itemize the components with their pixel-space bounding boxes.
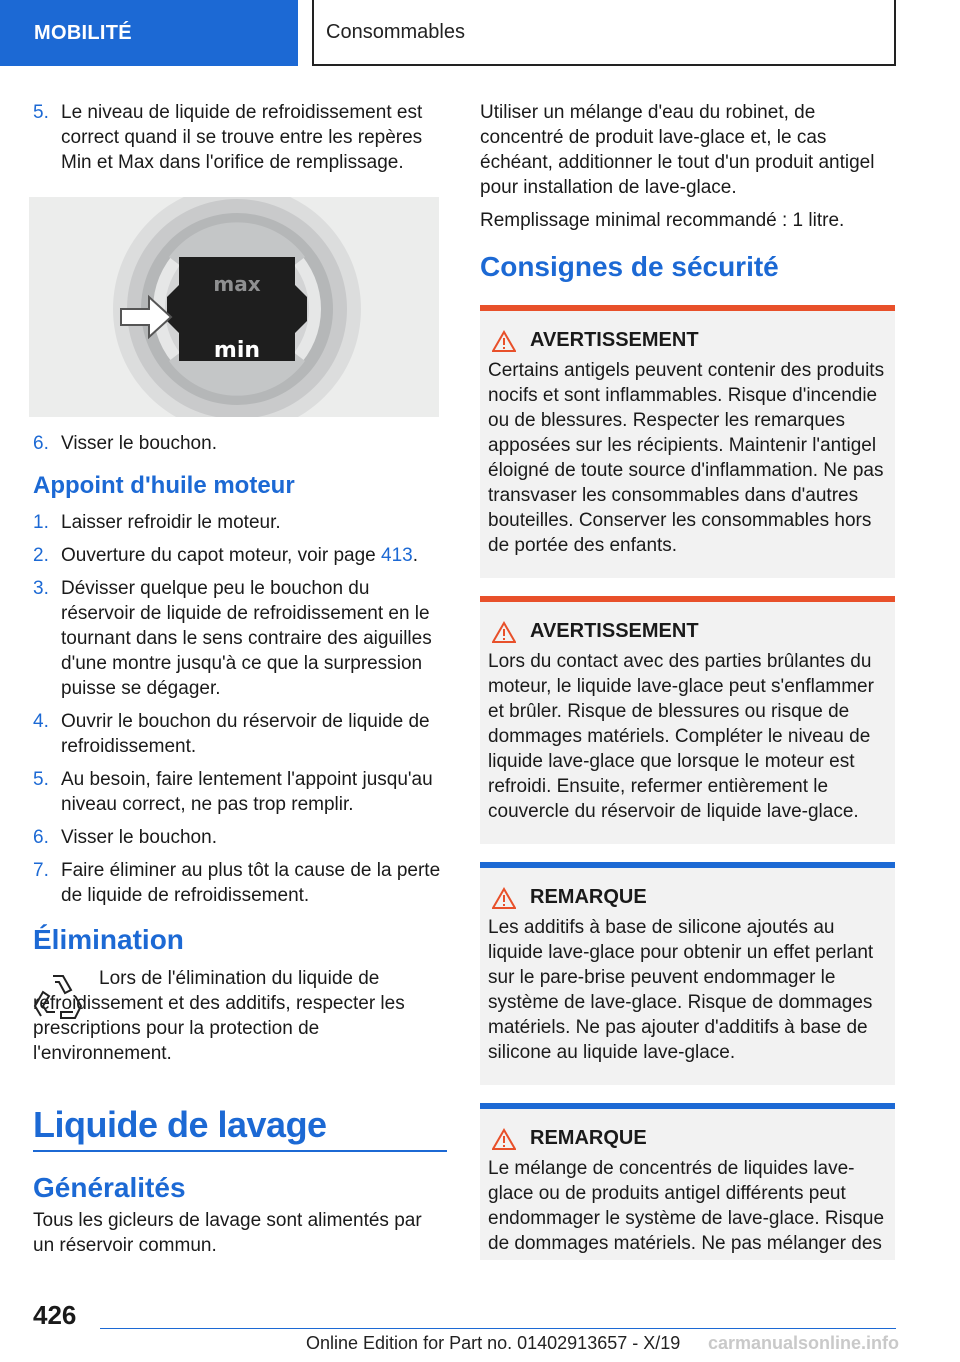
watermark: carmanualsonline.info: [708, 1333, 900, 1353]
recycle-icon: [31, 970, 85, 1024]
chapter-tab[interactable]: Consommables: [312, 0, 896, 66]
list-item: 3. Dévisser quelque peu le bouchon du réservoir de liquide de refroidissement en le tournant dans le sens contraire des aiguilles d'une montre jusqu'à ce que la surpression puisse se dégager.: [33, 578, 432, 699]
right-column: [480, 100, 895, 1260]
note-box-2: [480, 1103, 895, 1260]
list-item: 6. Visser le bouchon.: [33, 433, 217, 454]
wash-heading: Liquide de lavage: [33, 1104, 327, 1145]
max-label: max: [213, 272, 261, 296]
list-item: 6. Visser le bouchon.: [33, 827, 217, 848]
box-text: Le mélange de concentrés de liquides lave-glace ou de produits antigel différents peut endommager le système de lave-glace. Risque de dommages matériels. Ne pas mélanger des: [488, 1158, 885, 1254]
page-number: 426: [33, 1300, 77, 1330]
box-title: AVERTISSEMENT: [530, 620, 699, 642]
box-text: Lors du contact avec des parties brûlantes du moteur, le liquide lave-glace peut s'enflammer et brûler. Risque de blessures ou risque de dommages matériels. Compléter le niveau de liquide lave-glace que lorsque le moteur est refroidi. Ensuite, refermer entièrement le couvercle du réservoir de liquide lave-glace.: [488, 651, 874, 822]
list-item: 2. Ouverture du capot moteur, voir page 413.: [33, 545, 418, 566]
elimination-text: Lors de l'élimination du liquide de refroidissement et des additifs, respecter les prescriptions pour la protection de l'environnement.: [33, 968, 405, 1064]
coolant-level-photo: [29, 197, 439, 417]
general-text: Tous les gicleurs de lavage sont alimentés par un réservoir commun.: [33, 1209, 422, 1256]
oil-steps: [33, 510, 443, 908]
box-title: AVERTISSEMENT: [530, 329, 699, 351]
warning-triangle-icon: [492, 1128, 516, 1150]
reservoir-image: [29, 197, 439, 417]
note-box-1: [480, 862, 895, 1085]
page-link[interactable]: 413: [381, 545, 413, 566]
list-item: 1. Laisser refroidir le moteur.: [33, 512, 281, 533]
footer-rule: [100, 1328, 896, 1329]
min-label: min: [213, 338, 261, 363]
elimination-block: [33, 966, 443, 1066]
warning-box-2: [480, 596, 895, 844]
warning-box-1: [480, 305, 895, 578]
heading-rule: [33, 1150, 447, 1152]
list-item: 7. Faire éliminer au plus tôt la cause de la perte de liquide de refroidissement.: [33, 860, 441, 906]
left-column: [33, 100, 443, 1258]
warning-triangle-icon: [492, 887, 516, 909]
box-title: REMARQUE: [530, 886, 647, 908]
list-item: 5. Au besoin, faire lentement l'appoint jusqu'au niveau correct, ne pas trop remplir.: [33, 769, 433, 815]
intro-text: Utiliser un mélange d'eau du robinet, de concentré de produit lave-glace et, le cas échéant, additionner le tout d'un produit antigel pour installation de lave-glace.: [480, 102, 875, 198]
warning-triangle-icon: [492, 621, 516, 643]
coolant-steps-b: [33, 431, 443, 456]
oil-heading: Appoint d'huile moteur: [33, 472, 295, 499]
warning-triangle-icon: [492, 330, 516, 352]
box-title: REMARQUE: [530, 1127, 647, 1149]
section-tab[interactable]: MOBILITÉ: [0, 0, 298, 66]
elimination-heading: Élimination: [33, 924, 184, 955]
general-heading: Généralités: [33, 1171, 186, 1203]
edition-text: Online Edition for Part no. 01402913657 - X/19: [306, 1333, 681, 1353]
min-fill-text: Remplissage minimal recommandé : 1 litre.: [480, 210, 845, 231]
box-text: Certains antigels peuvent contenir des produits nocifs et sont inflammables. Risque d'incendie ou de blessures. Respecter les remarques apposées sur les récipients. Maintenir l'antigel éloigné de toute source d'inflammation. Ne pas transvaser les consommables dans d'autres bouteilles. Conserver les consommables hors de portée des enfants.: [488, 360, 885, 556]
list-item: 4. Ouvrir le bouchon du réservoir de liquide de refroidissement.: [33, 711, 430, 757]
list-item: 5. Le niveau de liquide de refroidissement est correct quand il se trouve entre les repères Min et Max dans l'orifice de remplissage.: [33, 102, 423, 173]
box-text: Les additifs à base de silicone ajoutés au liquide lave-glace pour obtenir un effet perlant sur le pare-brise peuvent endommager le système de lave-glace. Risque de dommages matériels. Ne pas ajouter d'additifs à base de silicone au liquide lave-glace.: [488, 917, 874, 1063]
coolant-steps-a: [33, 100, 443, 175]
page-header: [0, 0, 960, 66]
safety-heading: Consignes de sécurité: [480, 251, 779, 282]
